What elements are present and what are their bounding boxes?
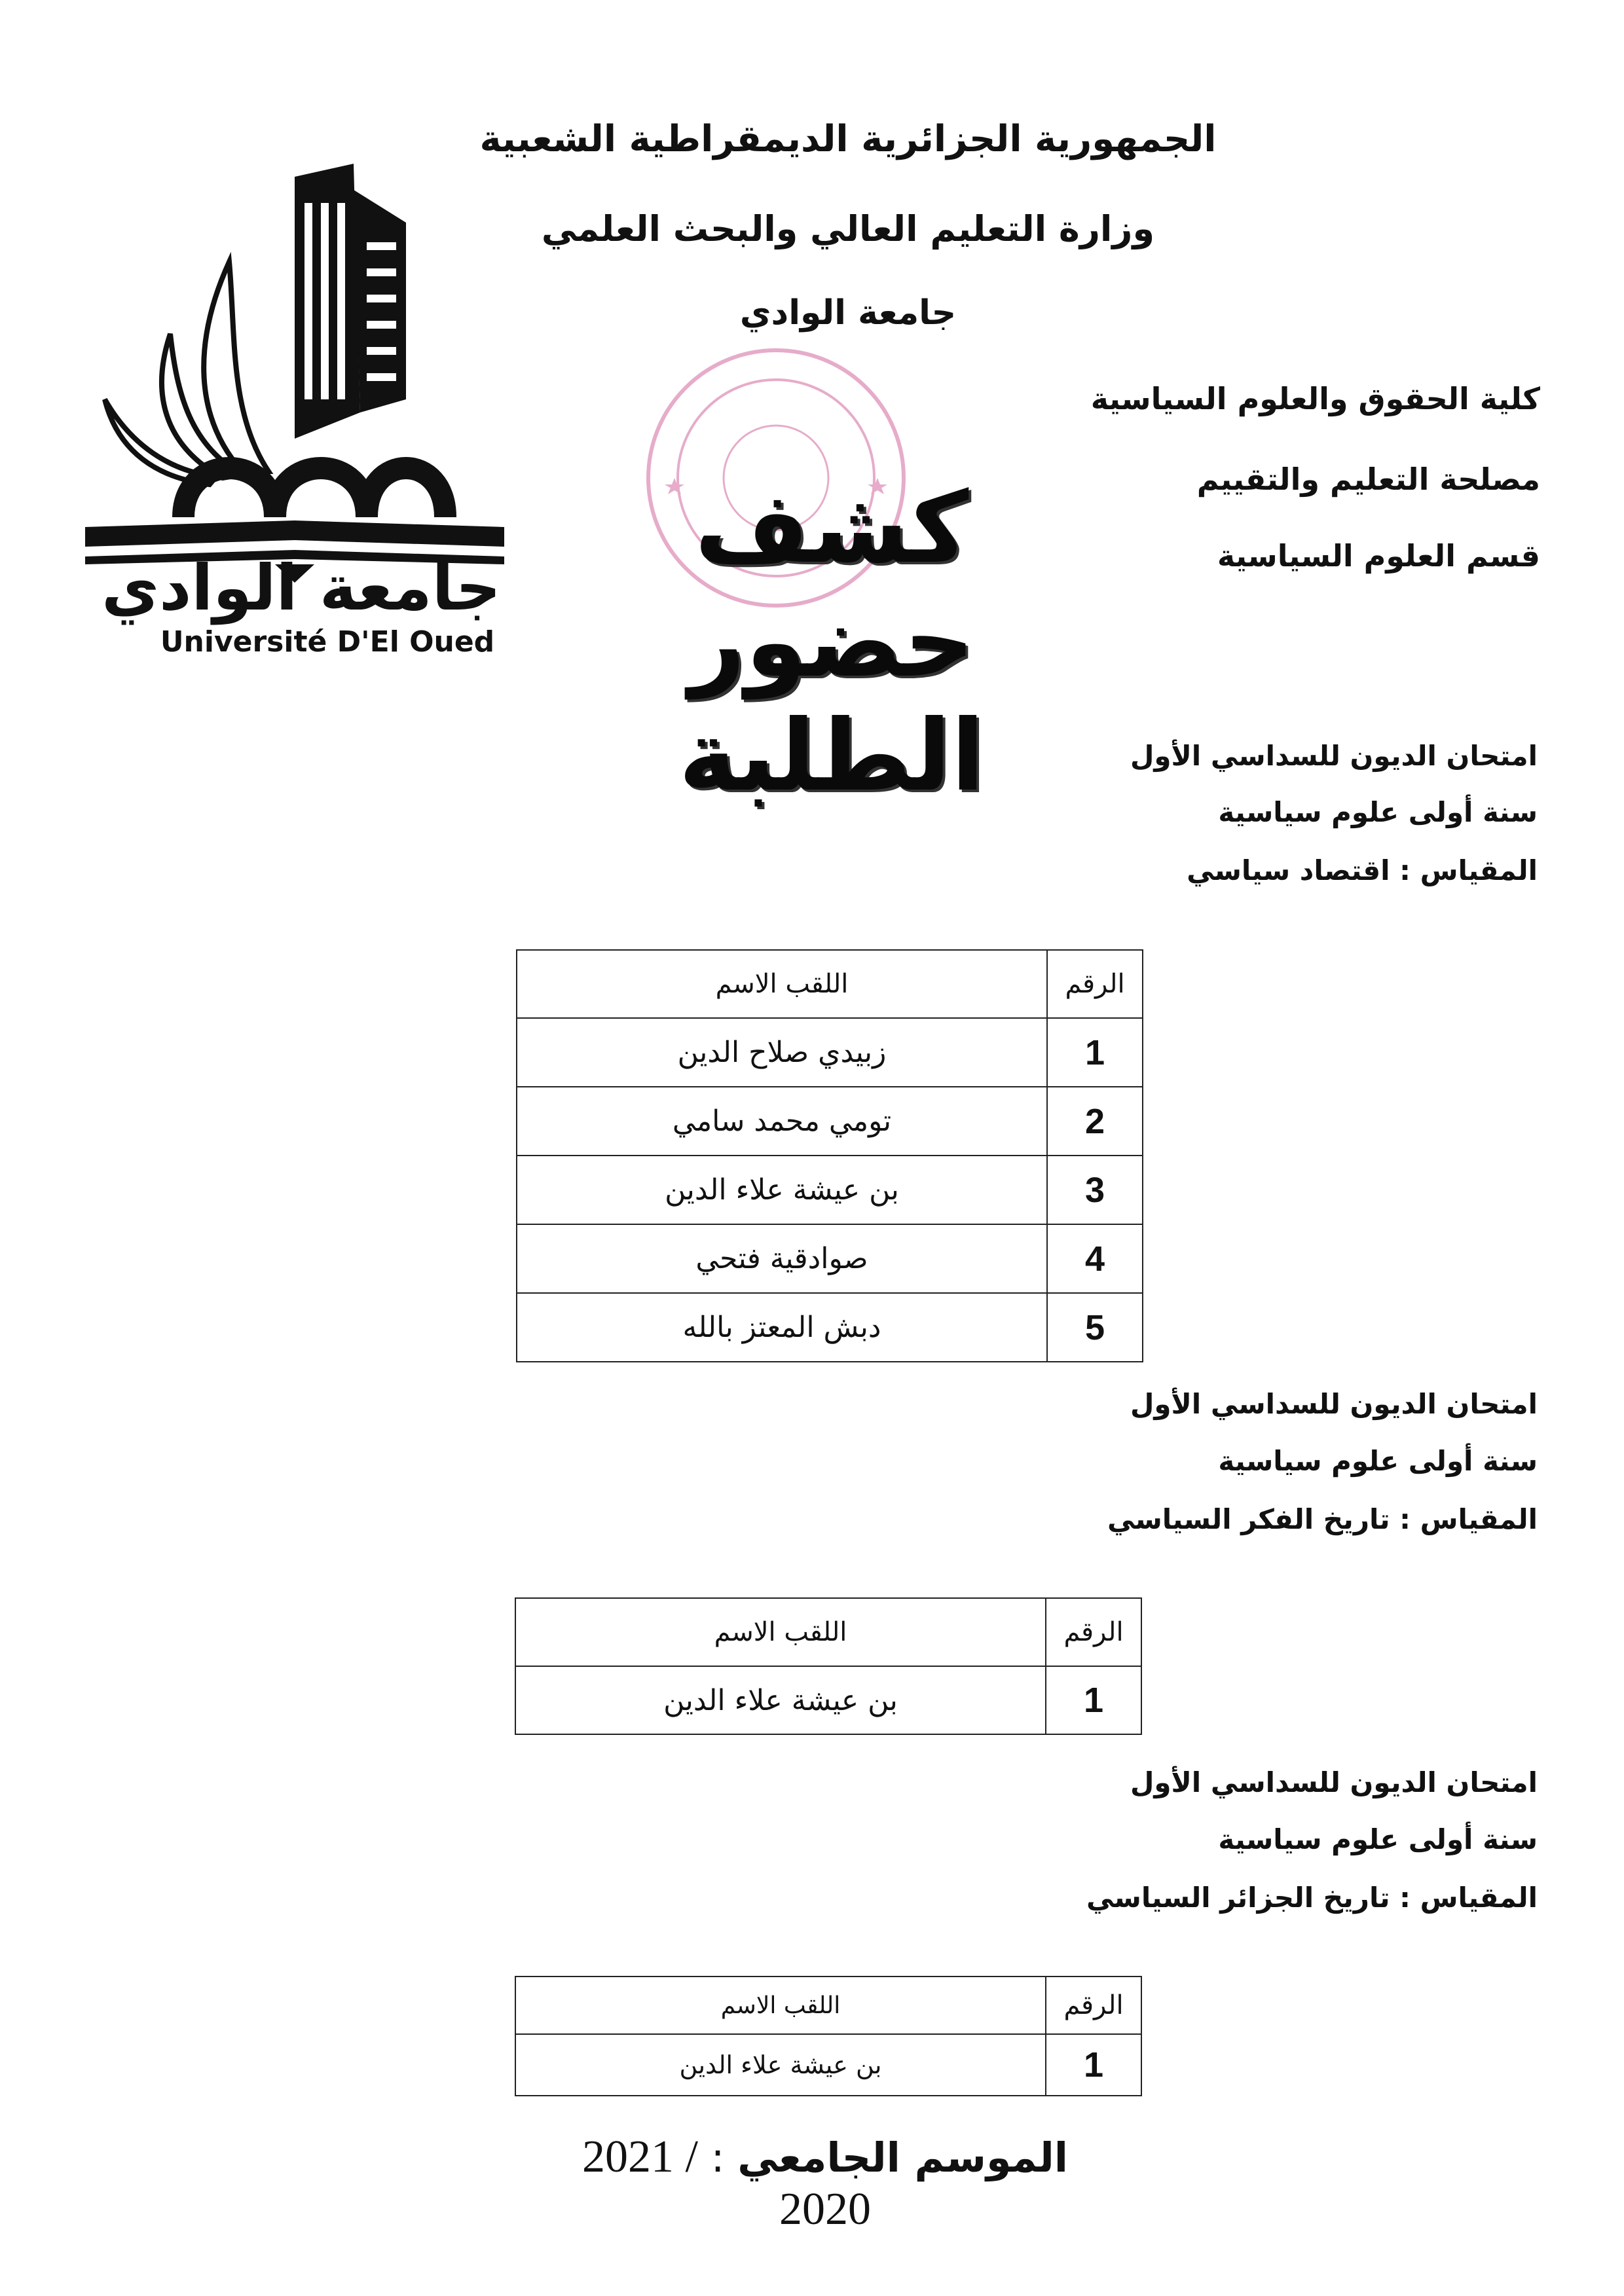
row-name: دبش المعتز بالله [517,1293,1047,1362]
exam-2-subject: المقياس : تاريخ الفكر السياسي [1107,1503,1538,1535]
season-separator: : [697,2134,738,2181]
row-name: صوادقية فتحي [517,1224,1047,1293]
season-years: 2021 / 2020 [581,2132,871,2234]
table-row [515,2034,1141,2096]
faculty-name: كلية الحقوق والعلوم السياسية [1090,381,1540,416]
republic-title: الجمهورية الجزائرية الديمقراطية الشعبية [479,118,1217,160]
logo-latin-text: Université D'El Oued [160,625,495,659]
attendance-table-3 [515,1976,1142,2096]
table-row [517,1087,1143,1156]
col-name-header: اللقب الاسم [517,950,1047,1018]
section-name: قسم العلوم السياسية [1217,538,1540,574]
attendance-table-2 [515,1597,1142,1735]
col-name-header: اللقب الاسم [515,1977,1046,2034]
col-num-header: الرقم [1047,950,1143,1018]
page-title: كشف حضور الطلبة [678,471,985,813]
ministry-title: وزارة التعليم العالي والبحث العلمي [541,208,1155,249]
row-num: 5 [1047,1293,1143,1362]
table-row [517,1156,1143,1224]
row-name: بن عيشة علاء الدين [517,1156,1047,1224]
table-header-row [517,950,1143,1018]
exam-3-subject: المقياس : تاريخ الجزائر السياسي [1086,1882,1538,1914]
table-row [517,1293,1143,1362]
exam-2-title: امتحان الديون للسداسي الأول [1130,1388,1538,1420]
col-name-header: اللقب الاسم [515,1598,1046,1666]
season-label: الموسم الجامعي [737,2134,1068,2181]
row-num: 4 [1047,1224,1143,1293]
service-name: مصلحة التعليم والتقييم [1196,462,1540,497]
table-row [515,1666,1141,1734]
exam-1-title: امتحان الديون للسداسي الأول [1130,740,1538,772]
exam-2-year: سنة أولى علوم سياسية [1218,1445,1538,1477]
row-name: بن عيشة علاء الدين [515,2034,1046,2096]
university-logo [79,164,524,661]
col-num-header: الرقم [1046,1977,1141,2034]
row-num: 1 [1046,1666,1141,1734]
row-name: زبيدي صلاح الدين [517,1018,1047,1087]
table-row [517,1224,1143,1293]
col-num-header: الرقم [1046,1598,1141,1666]
exam-1-subject: المقياس : اقتصاد سياسي [1187,854,1538,886]
table-row [517,1018,1143,1087]
row-name: تومي محمد سامي [517,1087,1047,1156]
table-header-row [515,1598,1141,1666]
row-num: 2 [1047,1087,1143,1156]
exam-1-year: سنة أولى علوم سياسية [1218,796,1538,828]
row-num: 3 [1047,1156,1143,1224]
row-name: بن عيشة علاء الدين [515,1666,1046,1734]
university-title: جامعة الوادي [739,293,957,333]
table-header-row [515,1977,1141,2034]
row-num: 1 [1046,2034,1141,2096]
exam-3-year: سنة أولى علوم سياسية [1218,1823,1538,1855]
logo-arabic-text: جامعة الوادي [101,551,501,625]
row-num: 1 [1047,1018,1143,1087]
attendance-table-1 [516,949,1143,1362]
academic-season [537,2131,1113,2236]
exam-3-title: امتحان الديون للسداسي الأول [1130,1766,1538,1798]
